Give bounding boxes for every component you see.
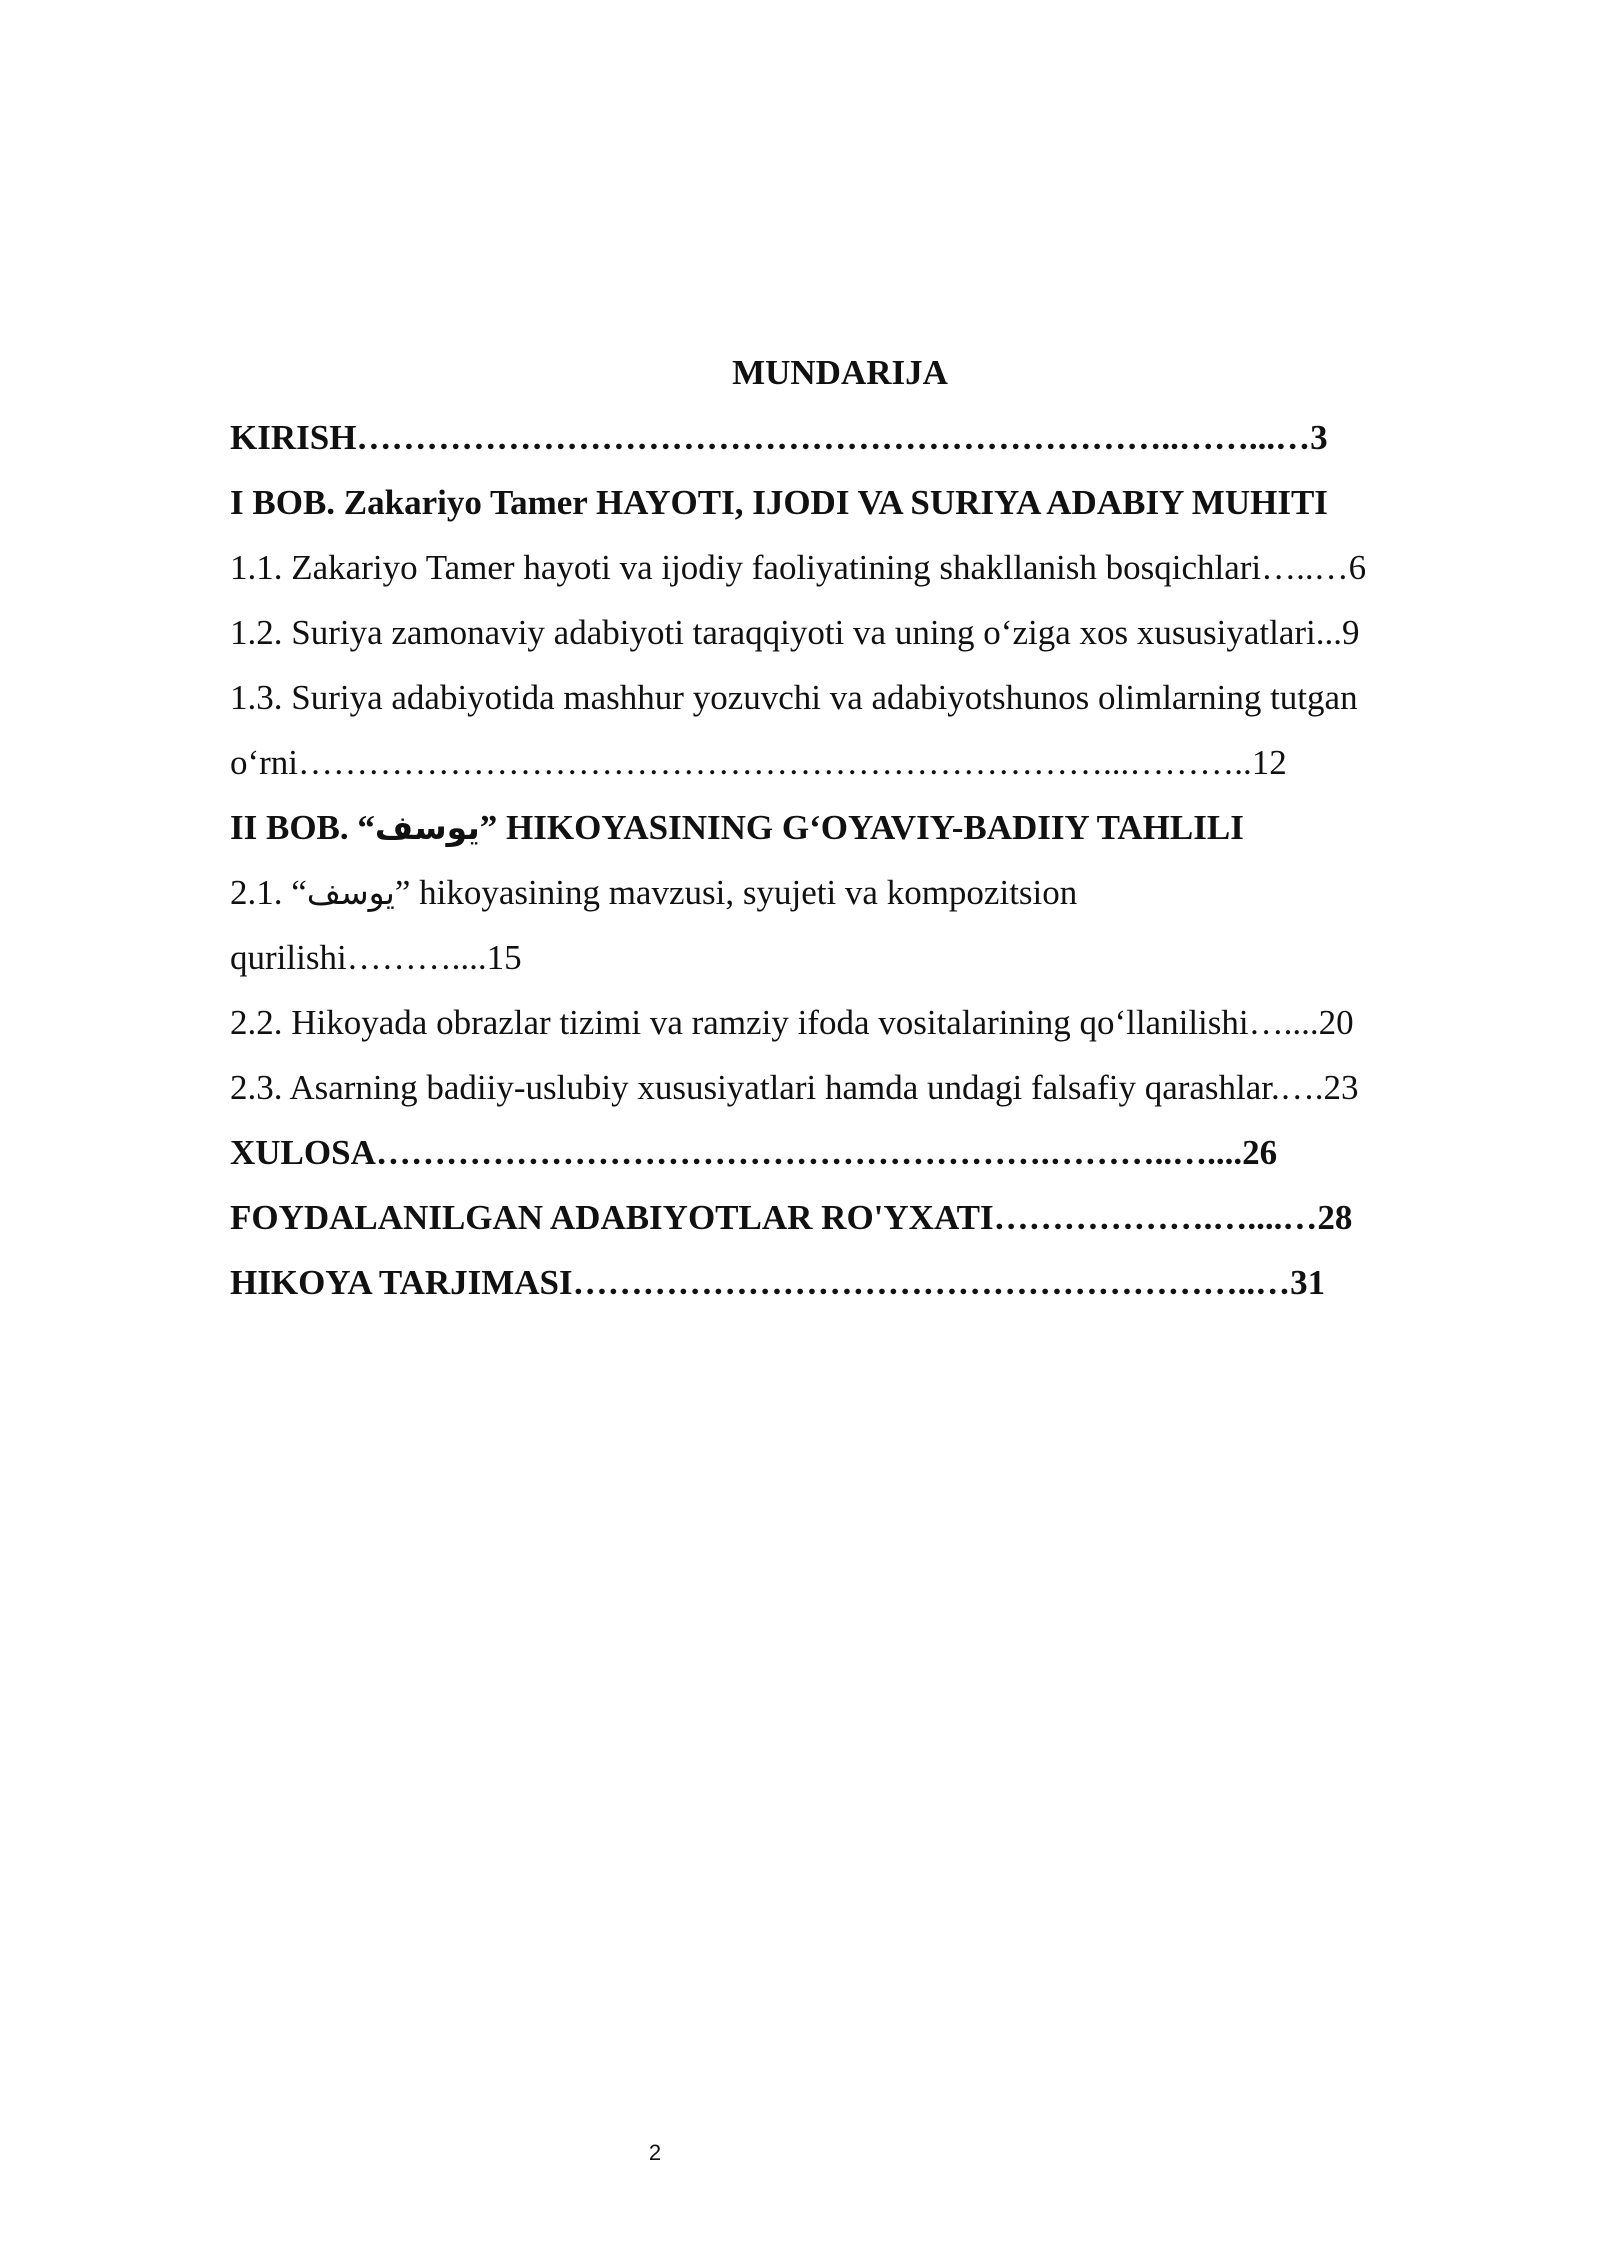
toc-entry-foydalanilgan-adabiyotlar: FOYDALANILGAN ADABIYOTLAR RO'YXATI……………….…....…28 — [230, 1198, 1353, 1237]
toc-section-1-3-line1: 1.3. Suriya adabiyotida mashhur yozuvchi va adabiyotshunos olimlarning tutgan — [230, 678, 1358, 717]
toc-section-2-1-line1 — [230, 860, 1450, 925]
toc-chapter-2-prefix: II BOB. “ — [230, 808, 375, 847]
toc-section-2-1-line2: qurilishi………....15 — [230, 938, 522, 977]
table-of-contents — [230, 340, 1450, 1315]
toc-entry-xulosa: XULOSA………………………………………………….………..…....26 — [230, 1133, 1278, 1172]
toc-entry-kirish: KIRISH……………………………………………………………..……...…3 — [230, 418, 1328, 457]
toc-section-1-2: 1.2. Suriya zamonaviy adabiyoti taraqqiyoti va uning o‘ziga xos xususiyatlari...9 — [230, 613, 1360, 652]
toc-entry-hikoya-tarjimasi: HIKOYA TARJIMASI…………………………………………………..…31 — [230, 1263, 1326, 1302]
toc-section-2-3: 2.3. Asarning badiiy-uslubiy xususiyatlari hamda undagi falsafiy qarashlar.….23 — [230, 1068, 1359, 1107]
toc-section-2-1-prefix: 2.1. “ — [230, 873, 307, 912]
toc-chapter-2 — [230, 795, 1450, 860]
toc-title: MUNDARIJA — [732, 353, 948, 392]
toc-chapter-2-arabic-title: يوسف — [374, 808, 480, 847]
page-number: 2 — [648, 2140, 662, 2165]
toc-section-1-1: 1.1. Zakariyo Tamer hayoti va ijodiy faoliyatining shakllanish bosqichlari…..…6 — [230, 548, 1367, 587]
toc-section-2-1-suffix: ” hikoyasining mavzusi, syujeti va kompozitsion — [394, 873, 1078, 912]
toc-section-2-1-arabic-title: يوسف — [306, 873, 395, 912]
toc-chapter-2-suffix: ” HIKOYASINING G‘OYAVIY-BADIIY TAHLILI — [479, 808, 1244, 847]
toc-section-1-3-line2: o‘rni……………………………………………………………...………..12 — [230, 743, 1287, 782]
toc-chapter-1: I BOB. Zakariyo Tamer HAYOTI, IJODI VA SURIYA ADABIY MUHITI — [230, 483, 1328, 522]
toc-section-2-2: 2.2. Hikoyada obrazlar tizimi va ramziy ifoda vositalarining qo‘llanilishi…....20 — [230, 1003, 1354, 1042]
